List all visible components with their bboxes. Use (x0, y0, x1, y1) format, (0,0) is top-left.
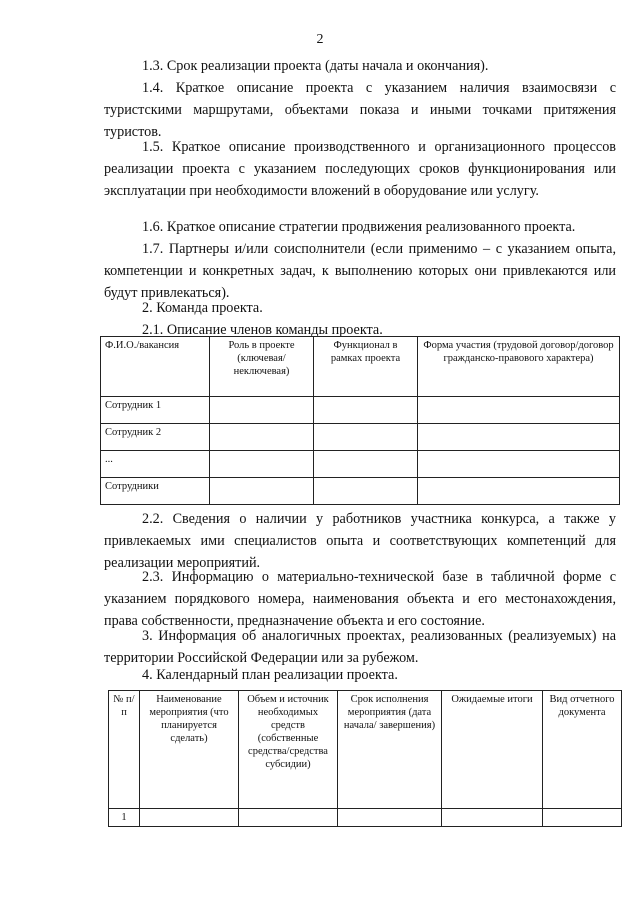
plan-header-results: Ожидаемые итоги (442, 691, 543, 809)
table-row (101, 424, 620, 451)
paragraph-2-1: 2.1. Описание членов команды проекта. (142, 322, 383, 338)
plan-header-activity: Наименование мероприятия (что планируется сделать) (140, 691, 239, 809)
team-row-label: Сотрудники (101, 478, 210, 505)
plan-header-deadline: Срок исполнения мероприятия (дата начала/ завершения) (338, 691, 442, 809)
paragraph-4: 4. Календарный план реализации проекта. (142, 667, 398, 683)
team-header-function: Функционал в рамках проекта (314, 337, 418, 397)
table-row (101, 451, 620, 478)
paragraph-2-3: 2.3. Информацию о материально-технической базе в табличной форме с указанием порядкового номера, наименования объекта и его местонахождения, права собственности, предназначение объекта и его состояние. (104, 569, 616, 629)
page-number: 2 (316, 32, 324, 47)
team-row-label: Сотрудник 1 (101, 397, 210, 424)
plan-header-number: № п/п (109, 691, 140, 809)
paragraph-1-6: 1.6. Краткое описание стратегии продвижения реализованного проекта. (142, 219, 576, 235)
paragraph-3: 3. Информация об аналогичных проектах, реализованных (реализуемых) на территории Российской Федерации или за рубежом. (104, 628, 616, 666)
paragraph-2-2: 2.2. Сведения о наличии у работников участника конкурса, а также у привлекаемых ими специалистов опыта и соответствующих компетенций для реализации мероприятий. (104, 511, 616, 571)
team-row-label: ... (101, 451, 210, 478)
plan-header-funding: Объем и источник необходимых средств (собственные средства/средства субсидии) (239, 691, 338, 809)
team-header-participation: Форма участия (трудовой договор/договор гражданско-правового характера) (418, 337, 620, 397)
team-row-label: Сотрудник 2 (101, 424, 210, 451)
plan-table (108, 690, 622, 827)
paragraph-1-3: 1.3. Срок реализации проекта (даты начала и окончания). (142, 58, 489, 74)
paragraph-2: 2. Команда проекта. (142, 300, 263, 316)
plan-header-document: Вид отчетного документа (543, 691, 622, 809)
team-header-role: Роль в проекте (ключевая/ неключевая) (210, 337, 314, 397)
table-row (101, 478, 620, 505)
paragraph-1-4: 1.4. Краткое описание проекта с указанием наличия взаимосвязи с туристскими маршрутами, объектами показа и иными точками притяжения туристов. (104, 80, 616, 140)
team-table (100, 336, 620, 505)
paragraph-1-7: 1.7. Партнеры и/или соисполнители (если применимо – с указанием опыта, компетенции и конкретных задач, к выполнению которых они привлекаются или будут привлекаться). (104, 241, 616, 301)
plan-row-number: 1 (109, 809, 140, 827)
table-row (101, 397, 620, 424)
paragraph-1-5: 1.5. Краткое описание производственного и организационного процессов реализации проекта с указанием последующих сроков функционирования или эксплуатации при необходимости вложений в оборудование или услугу. (104, 139, 616, 199)
table-row (109, 809, 622, 827)
team-header-name: Ф.И.О./вакансия (101, 337, 210, 397)
